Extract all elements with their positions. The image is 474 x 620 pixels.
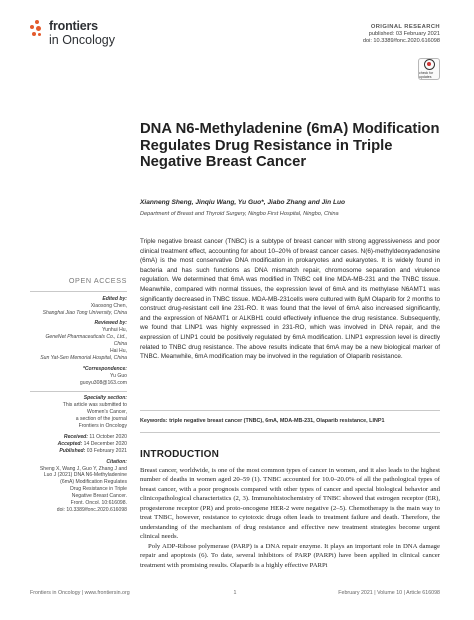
check-updates-icon bbox=[424, 59, 435, 70]
abstract-divider-top bbox=[140, 410, 440, 411]
citation-line: Negative Breast Cancer. bbox=[71, 493, 127, 500]
page-number: 1 bbox=[233, 590, 237, 596]
correspondence-email-link[interactable]: guoyu308@163.com bbox=[79, 379, 127, 386]
check-for-updates-button[interactable] bbox=[418, 58, 440, 80]
paragraph: Poly ADP-Ribose polymerase (PARP) is a DNA repair enzyme. It plays an important role in DNA damage repair and apoptosis (6). To date, several inhibitors of PARP (PARPi) have been applied in clinical cancer treatment with promising results. Olaparib is a highly effective PARPi bbox=[140, 542, 440, 569]
specialty-text: a section of the journal bbox=[75, 416, 127, 423]
keywords-list: triple negative breast cancer (TNBC), 6mA, MDA-MB-231, Olaparib resistance, LINP1 bbox=[169, 418, 385, 424]
citation-line: Sheng X, Wang J, Guo Y, Zhang J and bbox=[39, 465, 127, 472]
logo-journal: in Oncology bbox=[49, 32, 116, 47]
logo-name: frontiers bbox=[49, 19, 98, 33]
citation-line: Luo J (2021) DNA N6-Methyladenine bbox=[43, 472, 127, 479]
abstract: Triple negative breast cancer (TNBC) is a subtype of breast cancer with strong aggressiveness and poor clinical treatment effect, accounting for about 10–20% of breast cancer cases. N(6)-methyldeoxyadenosine (6mA) is the most conservative DNA modification in prokaryotes and eukaryotes. It is widely found in bacteria and has such functions as DNA mismatch repair, chromosome separation and virulence regulation. We determined that 6mA was modified in TNBC cell line MDA-MB-231 and the TNBC tissue. Meanwhile, compared with normal tissues, the expression level of 6mA and its methylase N6AMT1 was significantly decreased in TNBC tissue. MDA-MB-231cells were cultured with 8μM Olaparib for 2 months to construct drug-resistant cell line 231-RO. It was found that the level of 6mA also increased significantly, and the expression of N6AMT1 or ALKBH1 could effectively influence the drug resistance. Subsequently, we found that LINP1 was highly expressed in 231-RO, which was involved in DNA repair, and the expression of LINP1 could be positively regulated by 6mA modification. LINP1 expression level is directly related to TNBC drug resistance. The above results indicate that 6mA may be a new biological marker of TNBC. Meanwhile, 6mA modification may be involved in the regulation of Olaparib resistance. bbox=[140, 238, 440, 361]
introduction-heading: INTRODUCTION bbox=[140, 449, 220, 460]
article-meta bbox=[363, 24, 440, 46]
author-list: Xianneng Sheng, Jinqiu Wang, Yu Guo*, Jiabo Zhang and Jin Luo bbox=[140, 199, 346, 206]
article-info-sidebar bbox=[30, 278, 127, 514]
specialty-text: Frontiers in Oncology bbox=[78, 423, 127, 429]
journal-logo[interactable] bbox=[30, 20, 115, 46]
reviewer-name: Hai Hu, bbox=[110, 348, 127, 355]
received-date: 11 October 2020 bbox=[89, 433, 127, 440]
accepted-date: 14 December 2020 bbox=[83, 440, 127, 447]
received-label: Received: bbox=[63, 433, 88, 440]
article-title: DNA N6-Methyladenine (6mA) Modification Regulates Drug Resistance in Triple Negative Breast Cancer bbox=[140, 121, 440, 170]
open-access-label: OPEN ACCESS bbox=[68, 276, 127, 285]
specialty-section-label: Specialty section: bbox=[83, 395, 127, 402]
doi-link[interactable]: doi: 10.3389/fonc.2020.616098 bbox=[362, 38, 440, 45]
citation-line: Drug Resistance in Triple bbox=[70, 486, 127, 493]
reviewed-by-label: Reviewed by: bbox=[94, 320, 127, 327]
citation-label: Citation: bbox=[106, 458, 127, 465]
footer-issue-info: February 2021 | Volume 10 | Article 616098 bbox=[338, 590, 440, 596]
editor-institution: Shanghai Jiao Tong University, China bbox=[42, 309, 127, 316]
frontiers-logo-icon bbox=[30, 20, 44, 40]
accepted-label: Accepted: bbox=[57, 440, 83, 447]
keywords-label: Keywords: bbox=[140, 418, 168, 424]
abstract-divider-bottom bbox=[140, 432, 440, 433]
introduction-body bbox=[140, 466, 440, 570]
reviewer-country: China bbox=[113, 341, 127, 348]
sidebar-divider bbox=[30, 391, 127, 392]
published-label: Published: bbox=[59, 447, 86, 454]
reviewer-institution: Sun Yat-Sen Memorial Hospital, China bbox=[40, 354, 127, 361]
specialty-text: Women's Cancer, bbox=[87, 409, 127, 416]
affiliation: Department of Breast and Thyroid Surgery, Ningbo First Hospital, Ningbo, China bbox=[140, 211, 339, 217]
article-type: ORIGINAL RESEARCH bbox=[370, 24, 440, 30]
correspondence-name: Yu Guo bbox=[110, 372, 127, 379]
citation-doi-link[interactable]: doi: 10.3389/fonc.2020.616098 bbox=[56, 506, 127, 513]
keywords bbox=[140, 418, 450, 424]
editor-name: Xiaosong Chen, bbox=[90, 302, 127, 309]
correspondence-label: *Correspondence: bbox=[82, 365, 127, 372]
paragraph: Breast cancer, worldwide, is one of the most common types of cancer in women, and it also leads to the highest number of deaths in women aged 20–59 (1). TNBC accounted for 10.0–20.0% of all the pathological types of breast cancer, with a poor prognosis compared with other types of cancer and special biological behavior and clinicopathological characteristics (2, 3). Immunohistochemistry of TNBC showed that estrogen receptor (ER), progesterone receptor (PR) and proto-oncogene HER-2 were negative (2–5). Chemotherapy is the main way to treat TNBC, however, resistance to cytotoxic drugs often leads to treatment failure and death. Therefore, the understanding of the mechanism of drug resistance and effective new treatment strategies become urgent clinical needs. bbox=[140, 467, 440, 541]
page-footer bbox=[30, 590, 440, 596]
footer-journal-link[interactable]: Frontiers in Oncology | www.frontiersin.org bbox=[30, 590, 130, 596]
reviewer-institution: GeneNet Pharmaceuticals Co., Ltd., bbox=[45, 334, 127, 341]
citation-line: (6mA) Modification Regulates bbox=[60, 479, 127, 486]
published-date-sidebar: 03 February 2021 bbox=[86, 447, 127, 454]
edited-by-label: Edited by: bbox=[102, 295, 127, 302]
sidebar-divider bbox=[30, 291, 127, 292]
specialty-text: This article was submitted to bbox=[62, 402, 127, 409]
published-date: published: 03 February 2021 bbox=[368, 31, 440, 38]
reviewer-name: Yunhui Hu, bbox=[102, 327, 127, 334]
check-updates-label: check for updates bbox=[419, 71, 434, 79]
citation-line: Front. Oncol. 10:616098. bbox=[70, 500, 127, 507]
